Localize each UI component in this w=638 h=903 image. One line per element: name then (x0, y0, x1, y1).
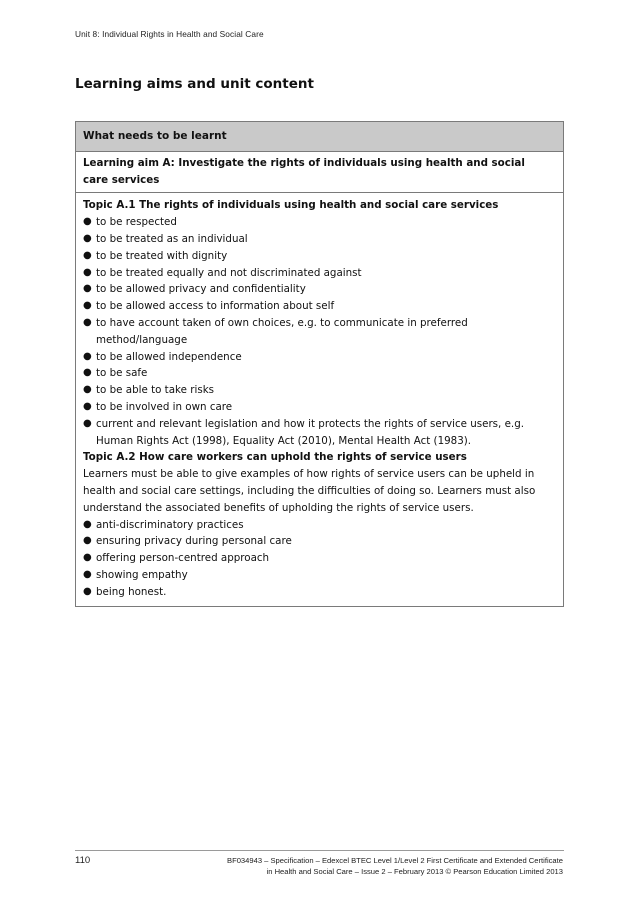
bullet-icon: ● (83, 367, 92, 379)
footer-text (227, 855, 563, 877)
list-item (83, 399, 555, 416)
list-item (83, 214, 555, 231)
bullet-icon: ● (83, 283, 92, 295)
list-item-text: offering person-centred approach (96, 552, 270, 565)
list-item-text: to have account taken of own choices, e.g. to communicate in preferred method/language (96, 316, 468, 346)
list-item-text: to be treated equally and not discriminated against (96, 266, 362, 279)
list-item-text: to be respected (96, 216, 177, 229)
list-item-text: to be allowed independence (96, 350, 242, 363)
bullet-icon: ● (83, 216, 92, 228)
list-item-text: to be allowed privacy and confidentiality (96, 283, 306, 296)
bullet-icon: ● (83, 384, 92, 396)
footer-line-2: in Health and Social Care – Issue 2 – February 2013 © Pearson Education Limited 2013 (266, 867, 563, 876)
bullet-icon: ● (83, 417, 92, 429)
list-item (83, 231, 555, 248)
list-item-text: to be treated with dignity (96, 249, 228, 262)
list-item (83, 315, 555, 349)
list-item-text: being honest. (96, 585, 167, 598)
list-item (83, 281, 555, 298)
list-item (83, 382, 555, 399)
page-number: 110 (75, 855, 91, 866)
table-header: What needs to be learnt (76, 122, 563, 152)
list-item-text: showing empathy (96, 568, 188, 581)
bullet-icon: ● (83, 400, 92, 412)
list-item (83, 248, 555, 265)
topic-a1-heading: Topic A.1 The rights of individuals using health and social care services (83, 199, 499, 212)
section-title: Learning aims and unit content (75, 76, 314, 92)
bullet-icon: ● (83, 568, 92, 580)
bullet-icon: ● (83, 585, 92, 597)
bullet-icon: ● (83, 266, 92, 278)
topic-a1-bullet-list (83, 214, 555, 449)
list-item (83, 416, 555, 450)
bullet-icon: ● (83, 232, 92, 244)
list-item (83, 349, 555, 366)
bullet-icon: ● (83, 249, 92, 261)
footer-line-1: BF034943 – Specification – Edexcel BTEC Level 1/Level 2 First Certificate and Extended Certificate (227, 856, 563, 865)
unit-title: Unit 8: Individual Rights in Health and Social Care (75, 29, 264, 39)
topic-a2-heading: Topic A.2 How care workers can uphold the rights of service users (83, 451, 467, 464)
list-item-text: ensuring privacy during personal care (96, 535, 292, 548)
list-item-text: to be allowed access to information about self (96, 300, 335, 313)
bullet-icon: ● (83, 350, 92, 362)
list-item-text: to be safe (96, 367, 148, 380)
list-item-text: to be involved in own care (96, 400, 233, 413)
bullet-icon: ● (83, 552, 92, 564)
list-item-text: to be treated as an individual (96, 232, 248, 245)
topic-a2-intro: Learners must be able to give examples of how rights of service users can be upheld in health and social care settings, including the difficulties of doing so. Learners must also understand the associated benefits of upholding the rights of service users. (83, 468, 536, 514)
list-item-text: anti-discriminatory practices (96, 518, 244, 531)
running-header (75, 29, 264, 39)
list-item (83, 533, 555, 550)
bullet-icon: ● (83, 535, 92, 547)
list-item (83, 567, 555, 584)
list-item (83, 550, 555, 567)
list-item (83, 265, 555, 282)
topic-a2-bullet-list (83, 517, 555, 601)
list-item-text: to be able to take risks (96, 384, 215, 397)
list-item (83, 584, 555, 601)
list-item (83, 365, 555, 382)
learning-aim-row: Learning aim A: Investigate the rights of individuals using health and social care services (76, 152, 563, 194)
list-item-text: current and relevant legislation and how it protects the rights of service users, e.g. Human Rights Act (1998), Equality Act (2010), Mental Health Act (1983). (96, 417, 524, 447)
footer-rule (75, 850, 564, 851)
bullet-icon: ● (83, 316, 92, 328)
content-cell (76, 193, 563, 605)
list-item (83, 517, 555, 534)
bullet-icon: ● (83, 300, 92, 312)
list-item (83, 298, 555, 315)
learning-content-table (75, 121, 564, 607)
bullet-icon: ● (83, 518, 92, 530)
